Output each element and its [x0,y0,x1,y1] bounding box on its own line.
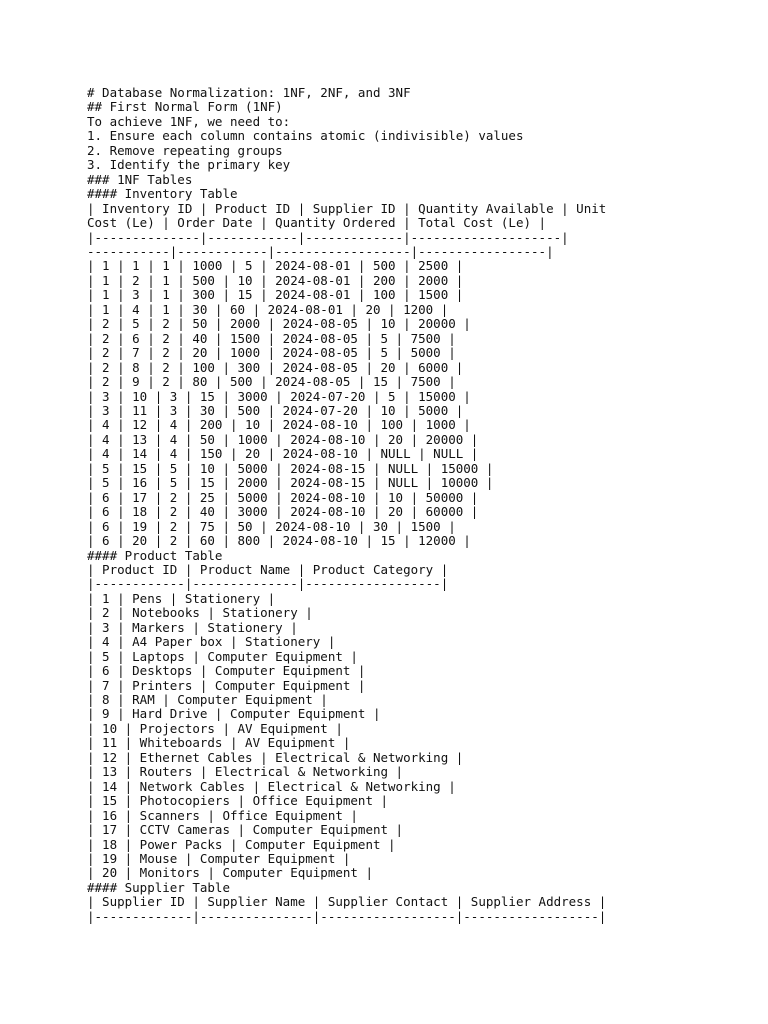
table-row-line: | 12 | Ethernet Cables | Electrical & Networking | [87,749,464,765]
table-row-line: | 4 | 14 | 4 | 150 | 20 | 2024-08-10 | NULL | NULL | [87,446,479,462]
table-row-line: | 10 | Projectors | AV Equipment | [87,720,343,736]
table-row-line: | 2 | 9 | 2 | 80 | 500 | 2024-08-05 | 15 | 7500 | [87,374,456,390]
table-row-line: | 1 | 4 | 1 | 30 | 60 | 2024-08-01 | 20 | 1200 | [87,301,449,317]
table-row-line: | 5 | 15 | 5 | 10 | 5000 | 2024-08-15 | NULL | 15000 | [87,460,494,476]
table-row-line: | 4 | A4 Paper box | Stationery | [87,634,336,650]
table-row-line: | 17 | CCTV Cameras | Computer Equipment | [87,822,404,838]
table-row-line: | 5 | 16 | 5 | 15 | 2000 | 2024-08-15 | NULL | 10000 | [87,475,494,491]
table-row-line: | 5 | Laptops | Computer Equipment | [87,648,358,664]
table-row-line: | 3 | 11 | 3 | 30 | 500 | 2024-07-20 | 10 | 5000 | [87,402,464,418]
section-subheading: ### 1NF Tables [87,171,193,187]
table-separator-line: |--------------|------------|-------------|--------------------| [87,229,569,245]
table-row-line: | 3 | 10 | 3 | 15 | 3000 | 2024-07-20 | 5 | 15000 | [87,388,471,404]
table-row-line: | Inventory ID | Product ID | Supplier ID | Quantity Available | Unit [87,200,607,216]
table-row-line: | 6 | 17 | 2 | 25 | 5000 | 2024-08-10 | 10 | 50000 | [87,489,479,505]
list-item: 3. Identify the primary key [87,157,291,173]
table-heading: #### Product Table [87,547,223,563]
table-row-line: | 1 | Pens | Stationery | [87,590,276,606]
table-separator-line: -----------|------------|------------------|-----------------| [87,243,554,259]
list-item: 2. Remove repeating groups [87,142,283,158]
table-row-line: | Supplier ID | Supplier Name | Supplier Contact | Supplier Address | [87,894,607,910]
table-row-line: | 2 | 5 | 2 | 50 | 2000 | 2024-08-05 | 10 | 20000 | [87,316,471,332]
table-row-line: | 18 | Power Packs | Computer Equipment | [87,836,396,852]
table-row-line: | 6 | 18 | 2 | 40 | 3000 | 2024-08-10 | 20 | 60000 | [87,504,479,520]
table-row-line: | 6 | 20 | 2 | 60 | 800 | 2024-08-10 | 15 | 12000 | [87,533,471,549]
table-separator-line: |------------|--------------|------------------| [87,576,449,592]
table-row-line: | 2 | 8 | 2 | 100 | 300 | 2024-08-05 | 20 | 6000 | [87,359,464,375]
document-title: # Database Normalization: 1NF, 2NF, and 3NF [87,85,411,100]
section-heading: ## First Normal Form (1NF) [87,99,283,115]
table-separator-line: |-------------|---------------|------------------|------------------| [87,908,607,924]
text-line: To achieve 1NF, we need to: [87,113,291,129]
table-row-line: | 7 | Printers | Computer Equipment | [87,677,366,693]
table-row-line: | 20 | Monitors | Computer Equipment | [87,865,373,881]
list-item: 1. Ensure each column contains atomic (indivisible) values [87,128,524,144]
text-line: Cost (Le) | Order Date | Quantity Ordered | Total Cost (Le) | [87,215,547,231]
document-page [87,86,687,924]
table-row-line: | 3 | Markers | Stationery | [87,619,298,635]
table-row-line: | 11 | Whiteboards | AV Equipment | [87,735,351,751]
table-row-line: | 8 | RAM | Computer Equipment | [87,692,328,708]
table-row-line: | Product ID | Product Name | Product Category | [87,561,449,577]
table-row-line: | 4 | 13 | 4 | 50 | 1000 | 2024-08-10 | 20 | 20000 | [87,431,479,447]
table-row-line: | 1 | 3 | 1 | 300 | 15 | 2024-08-01 | 100 | 1500 | [87,287,464,303]
table-row-line: | 19 | Mouse | Computer Equipment | [87,851,351,867]
table-row-line: | 13 | Routers | Electrical & Networking | [87,764,404,780]
table-row-line: | 6 | Desktops | Computer Equipment | [87,663,366,679]
table-row-line: | 2 | Notebooks | Stationery | [87,605,313,621]
table-row-line: | 14 | Network Cables | Electrical & Networking | [87,778,456,794]
table-row-line: | 2 | 6 | 2 | 40 | 1500 | 2024-08-05 | 5 | 7500 | [87,330,456,346]
table-row-line: | 2 | 7 | 2 | 20 | 1000 | 2024-08-05 | 5 | 5000 | [87,345,456,361]
table-row-line: | 9 | Hard Drive | Computer Equipment | [87,706,381,722]
table-row-line: | 6 | 19 | 2 | 75 | 50 | 2024-08-10 | 30 | 1500 | [87,518,456,534]
table-row-line: | 1 | 1 | 1 | 1000 | 5 | 2024-08-01 | 500 | 2500 | [87,258,464,274]
table-row-line: | 1 | 2 | 1 | 500 | 10 | 2024-08-01 | 200 | 2000 | [87,272,464,288]
table-row-line: | 4 | 12 | 4 | 200 | 10 | 2024-08-10 | 100 | 1000 | [87,417,471,433]
table-heading: #### Supplier Table [87,879,230,895]
table-row-line: | 16 | Scanners | Office Equipment | [87,807,358,823]
table-row-line: | 15 | Photocopiers | Office Equipment | [87,793,389,809]
table-heading: #### Inventory Table [87,186,238,202]
